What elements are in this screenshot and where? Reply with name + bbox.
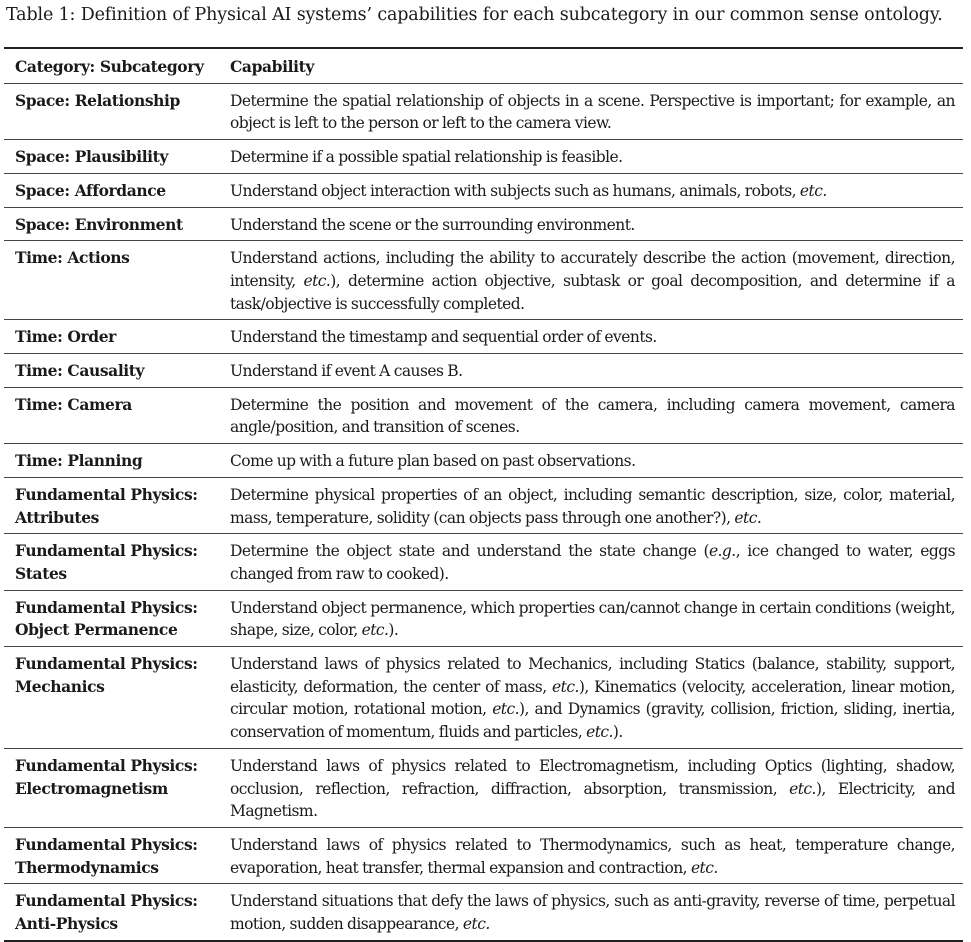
table-row [4, 534, 963, 590]
category-cell [4, 247, 230, 315]
category-cell [4, 597, 230, 642]
table-row [4, 647, 963, 749]
table-row [4, 174, 963, 208]
table-row [4, 84, 963, 140]
category-label: Space: Environment [15, 214, 183, 234]
capability-table [4, 47, 963, 942]
category-label: Fundamental Physics: [15, 541, 198, 561]
category-cell [4, 834, 230, 879]
subcategory-label: Electromagnetism [15, 778, 168, 798]
category-cell [4, 90, 230, 135]
capability-cell: Come up with a future plan based on past observations. [230, 452, 636, 471]
capability-cell: Understand if event A causes B. [230, 362, 463, 381]
subcategory-label: Attributes [15, 507, 99, 527]
header-category: Category: Subcategory [15, 57, 204, 76]
table-row [4, 140, 963, 174]
category-label: Fundamental Physics: [15, 834, 198, 854]
category-cell [4, 540, 230, 585]
category-cell [4, 755, 230, 823]
table-row [4, 828, 963, 884]
category-cell [4, 180, 230, 203]
category-label: Space: Plausibility [15, 147, 169, 167]
table-header-row [4, 49, 963, 84]
capability-cell: Understand object permanence, which properties can/cannot change in certain conditions (weight, shape, size, color, etc.). [230, 598, 955, 640]
capability-cell: Determine the object state and understand the state change (e.g., ice changed to water, eggs changed from raw to cooked). [230, 542, 955, 583]
category-cell [4, 326, 230, 349]
capability-cell: Determine the position and movement of the camera, including camera movement, camera angle/position, and transition of scenes. [230, 395, 955, 437]
category-label: Space: Affordance [15, 180, 166, 200]
category-label: Time: Causality [15, 361, 145, 381]
capability-cell: Understand the timestamp and sequential order of events. [230, 328, 657, 347]
table-row [4, 749, 963, 828]
category-label: Fundamental Physics: [15, 484, 198, 504]
capability-cell: Determine if a possible spatial relationship is feasible. [230, 148, 623, 167]
category-label: Fundamental Physics: [15, 597, 198, 617]
capability-cell: Understand laws of physics related to Thermodynamics, such as heat, temperature change, evaporation, heat transfer, thermal expansion and contraction, etc. [230, 835, 955, 877]
table-row [4, 241, 963, 320]
category-cell [4, 146, 230, 169]
subcategory-label: Object Permanence [15, 620, 178, 640]
table-row [4, 884, 963, 941]
category-label: Time: Order [15, 327, 116, 347]
capability-cell: Understand laws of physics related to Mechanics, including Statics (balance, stability, support, elasticity, deformation, the center of mass, etc.), Kinematics (velocity, acceleration, linear motion, circular motion, rotational motion, etc.), and Dynamics (gravity, collision, friction, sliding, inertia, conservation of momentum, fluids and particles, etc.). [230, 655, 955, 742]
category-cell [4, 890, 230, 935]
category-label: Fundamental Physics: [15, 891, 198, 911]
capability-cell: Understand situations that defy the laws of physics, such as anti-gravity, reverse of time, perpetual motion, sudden disappearance, etc. [230, 892, 955, 934]
table-caption: Table 1: Definition of Physical AI systems’ capabilities for each subcategory in our common sense ontology. [6, 5, 943, 25]
subcategory-label: States [15, 563, 67, 583]
table-row [4, 354, 963, 388]
category-cell [4, 394, 230, 439]
capability-cell: Understand the scene or the surrounding environment. [230, 215, 635, 234]
table-row [4, 444, 963, 478]
table-row [4, 388, 963, 444]
capability-cell: Understand actions, including the ability to accurately describe the action (movement, direction, intensity, etc.), determine action objective, subtask or goal decomposition, and determine if a task/objective is successfully completed. [230, 249, 955, 313]
capability-cell: Understand object interaction with subjects such as humans, animals, robots, etc. [230, 181, 827, 200]
capability-cell: Understand laws of physics related to Electromagnetism, including Optics (lighting, shadow, occlusion, reflection, refraction, diffraction, absorption, transmission, etc.), Electricity, and Magnetism. [230, 756, 955, 821]
table-row [4, 478, 963, 534]
header-capability: Capability [230, 57, 314, 76]
subcategory-label: Thermodynamics [15, 857, 159, 877]
category-label: Time: Planning [15, 451, 143, 471]
category-label: Space: Relationship [15, 90, 180, 110]
category-cell [4, 653, 230, 744]
table-row [4, 591, 963, 647]
table-row [4, 320, 963, 354]
capability-cell: Determine the spatial relationship of objects in a scene. Perspective is important; for example, an object is left to the person or left to the camera view. [230, 91, 955, 133]
category-cell [4, 360, 230, 383]
category-label: Time: Camera [15, 394, 132, 414]
category-label: Fundamental Physics: [15, 654, 198, 674]
table-body [4, 84, 963, 942]
capability-cell: Determine physical properties of an object, including semantic description, size, color, material, mass, temperature, solidity (can objects pass through one another?), etc. [230, 485, 955, 527]
category-cell [4, 484, 230, 529]
category-cell [4, 214, 230, 237]
category-label: Fundamental Physics: [15, 755, 198, 775]
category-label: Time: Actions [15, 248, 130, 268]
category-cell [4, 450, 230, 473]
table-row [4, 208, 963, 242]
subcategory-label: Anti-Physics [15, 914, 118, 934]
subcategory-label: Mechanics [15, 676, 105, 696]
